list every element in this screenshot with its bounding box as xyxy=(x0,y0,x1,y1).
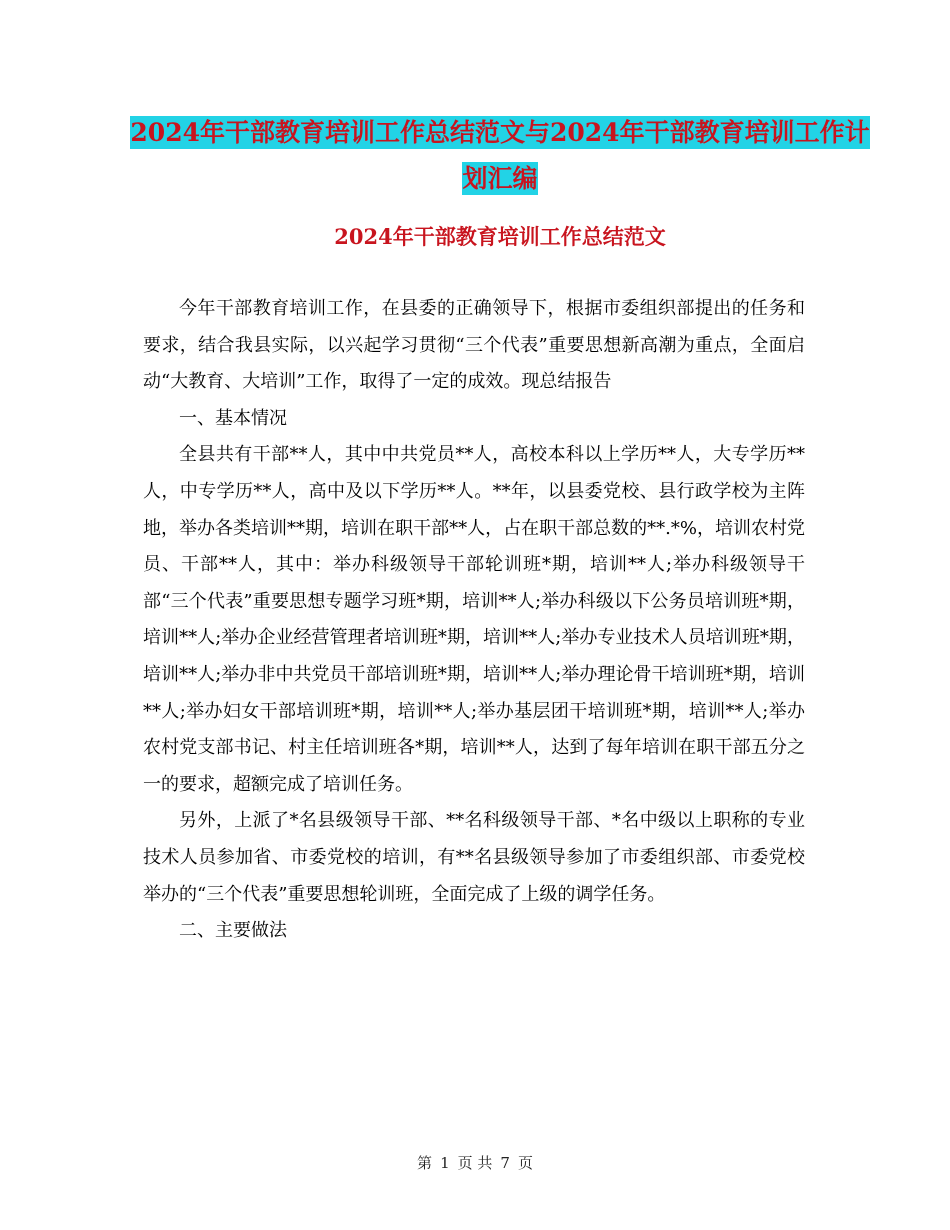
footer-prefix: 第 xyxy=(417,1154,433,1172)
page-total: 7 xyxy=(500,1154,510,1172)
footer-middle: 页 共 xyxy=(457,1154,493,1172)
section-title: 2024年干部教育培训工作总结范文 xyxy=(334,224,666,249)
document-body xyxy=(143,291,805,950)
document-title xyxy=(130,110,870,202)
paragraph-additional: 另外，上派了*名县级领导干部、**名科级领导干部、*名中级以上职称的专业技术人员参加省、市委党校的培训，有**名县级领导参加了市委组织部、市委党校举办的“三个代表”重要思想轮训班，全面完成了上级的调学任务。 xyxy=(143,810,805,905)
page-footer xyxy=(0,1152,950,1174)
paragraph-intro: 今年干部教育培训工作，在县委的正确领导下，根据市委组织部提出的任务和要求，结合我县实际，以兴起学习贯彻“三个代表”重要思想新高潮为重点，全面启动“大教育、大培训”工作，取得了一定的成效。现总结报告 xyxy=(143,298,805,393)
heading-basic-situation: 一、基本情况 xyxy=(179,407,287,429)
heading-main-methods: 二、主要做法 xyxy=(179,920,287,942)
paragraph-basic-situation: 全县共有干部**人，其中中共党员**人，高校本科以上学历**人，大专学历**人，中专学历**人，高中及以下学历**人。**年，以县委党校、县行政学校为主阵地，举办各类培训**期，培训在职干部**人，占在职干部总数的**.*%，培训农村党员、干部**人，其中：举办科级领导干部轮训班*期，培训**人;举办科级领导干部“三个代表”重要思想专题学习班*期，培训**人;举办科级以下公务员培训班*期，培训**人;举办企业经营管理者培训班*期，培训**人;举办专业技术人员培训班*期，培训**人;举办非中共党员干部培训班*期，培训**人;举办理论骨干培训班*期，培训**人;举办妇女干部培训班*期，培训**人;举办基层团干培训班*期，培训**人;举办农村党支部书记、村主任培训班各*期，培训**人，达到了每年培训在职干部五分之一的要求，超额完成了培训任务。 xyxy=(143,444,805,795)
footer-suffix: 页 xyxy=(517,1154,533,1172)
page-number: 1 xyxy=(440,1154,450,1172)
document-title-text: 2024年干部教育培训工作总结范文与2024年干部教育培训工作计划汇编 xyxy=(130,118,870,193)
